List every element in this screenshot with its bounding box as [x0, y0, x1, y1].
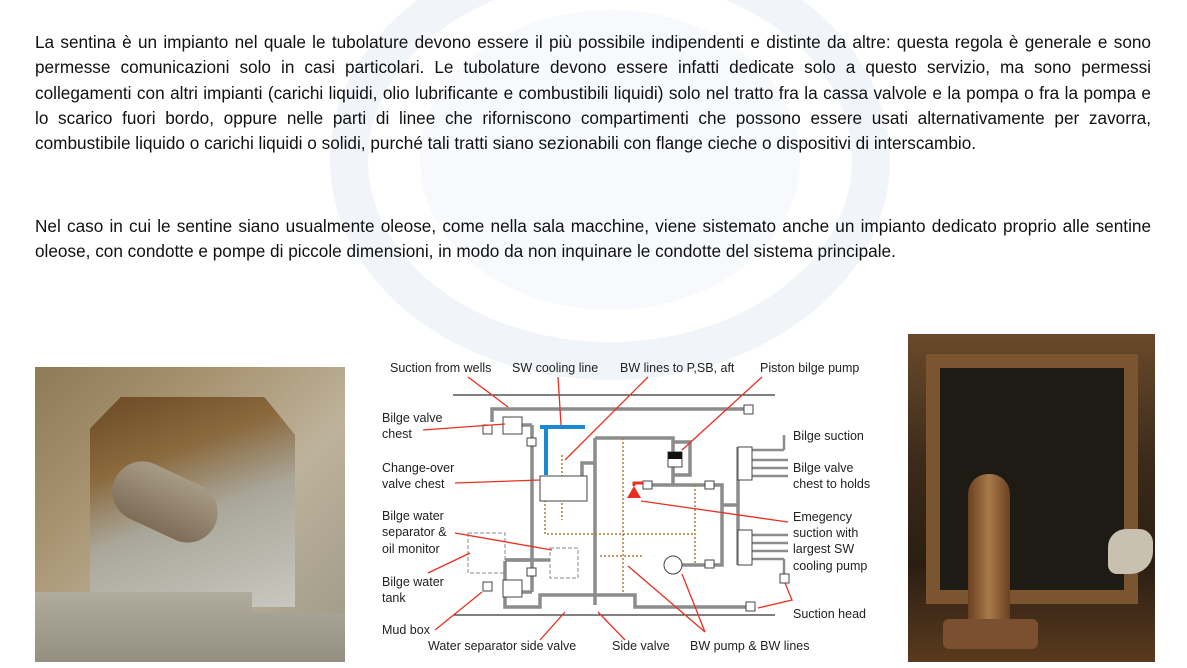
svg-text:chest to holds: chest to holds	[793, 477, 871, 491]
diagram-labels	[382, 361, 870, 653]
svg-text:Suction from wells: Suction from wells	[390, 361, 492, 375]
paragraph-1: La sentina è un impianto nel quale le tubolature devono essere il più possibile indipendenti e distinte da altre: questa regola è generale e sono permesse comunicazioni solo in casi particolari. Le tubolature devono essere infatti dedicate solo a questo servizio, ma sono permessi collegamenti con altri impianti (carichi liquidi, olio lubrificante e combustibili liquidi) solo nel tratto fra la cassa valvole e la pompa o fra la pompa e lo scarico fuori bordo, oppure nelle parti di linee che riforniscono compartimenti che possono essere usati alternativamente per zavorra, combustibile liquido o carichi liquidi o solidi, purché tali tratti siano sezionabili con flange cieche o dispositivi di interscambio.	[35, 32, 1151, 154]
svg-text:Emegency: Emegency	[793, 510, 853, 524]
mud-box-chest	[503, 580, 522, 597]
svg-text:largest SW: largest SW	[793, 542, 855, 556]
svg-text:separator &: separator &	[382, 525, 447, 539]
svg-text:Piston bilge pump: Piston bilge pump	[760, 361, 860, 375]
change-over-valve-chest	[540, 476, 587, 501]
svg-text:BW pump & BW lines: BW pump & BW lines	[690, 639, 810, 653]
bilge-system-diagram	[360, 350, 880, 660]
svg-text:oil monitor: oil monitor	[382, 542, 440, 556]
svg-text:Bilge water: Bilge water	[382, 509, 444, 523]
svg-text:chest: chest	[382, 427, 412, 441]
svg-text:cooling pump: cooling pump	[793, 559, 868, 573]
photo-bilge-well	[35, 367, 345, 662]
paragraph-2: Nel caso in cui le sentine siano usualmente oleose, come nella sala macchine, viene sistemato anche un impianto dedicato proprio alle sentine oleose, con condotte e pompe di piccole dimensioni, in modo da non inquinare le condotte del sistema principale.	[35, 216, 1151, 262]
svg-text:Side valve: Side valve	[612, 639, 670, 653]
bilge-valve-chest	[503, 417, 522, 434]
svg-text:Change-over: Change-over	[382, 461, 455, 475]
svg-text:suction with: suction with	[793, 526, 859, 540]
photo-rusty-bilge-well	[908, 334, 1155, 662]
svg-text:Bilge suction: Bilge suction	[793, 429, 864, 443]
svg-text:Bilge water: Bilge water	[382, 575, 444, 589]
svg-text:Bilge valve: Bilge valve	[382, 411, 443, 425]
svg-text:BW lines to P,SB, aft: BW lines to P,SB, aft	[620, 361, 735, 375]
svg-text:Bilge valve: Bilge valve	[793, 461, 854, 475]
emergency-suction	[627, 486, 641, 498]
svg-text:Water separator side valve: Water separator side valve	[428, 639, 577, 653]
svg-text:Mud box: Mud box	[382, 623, 430, 637]
svg-text:SW cooling line: SW cooling line	[512, 361, 599, 375]
bw-pump	[664, 556, 682, 574]
svg-text:tank: tank	[382, 591, 406, 605]
svg-text:Suction head: Suction head	[793, 607, 866, 621]
svg-text:valve chest: valve chest	[382, 477, 445, 491]
